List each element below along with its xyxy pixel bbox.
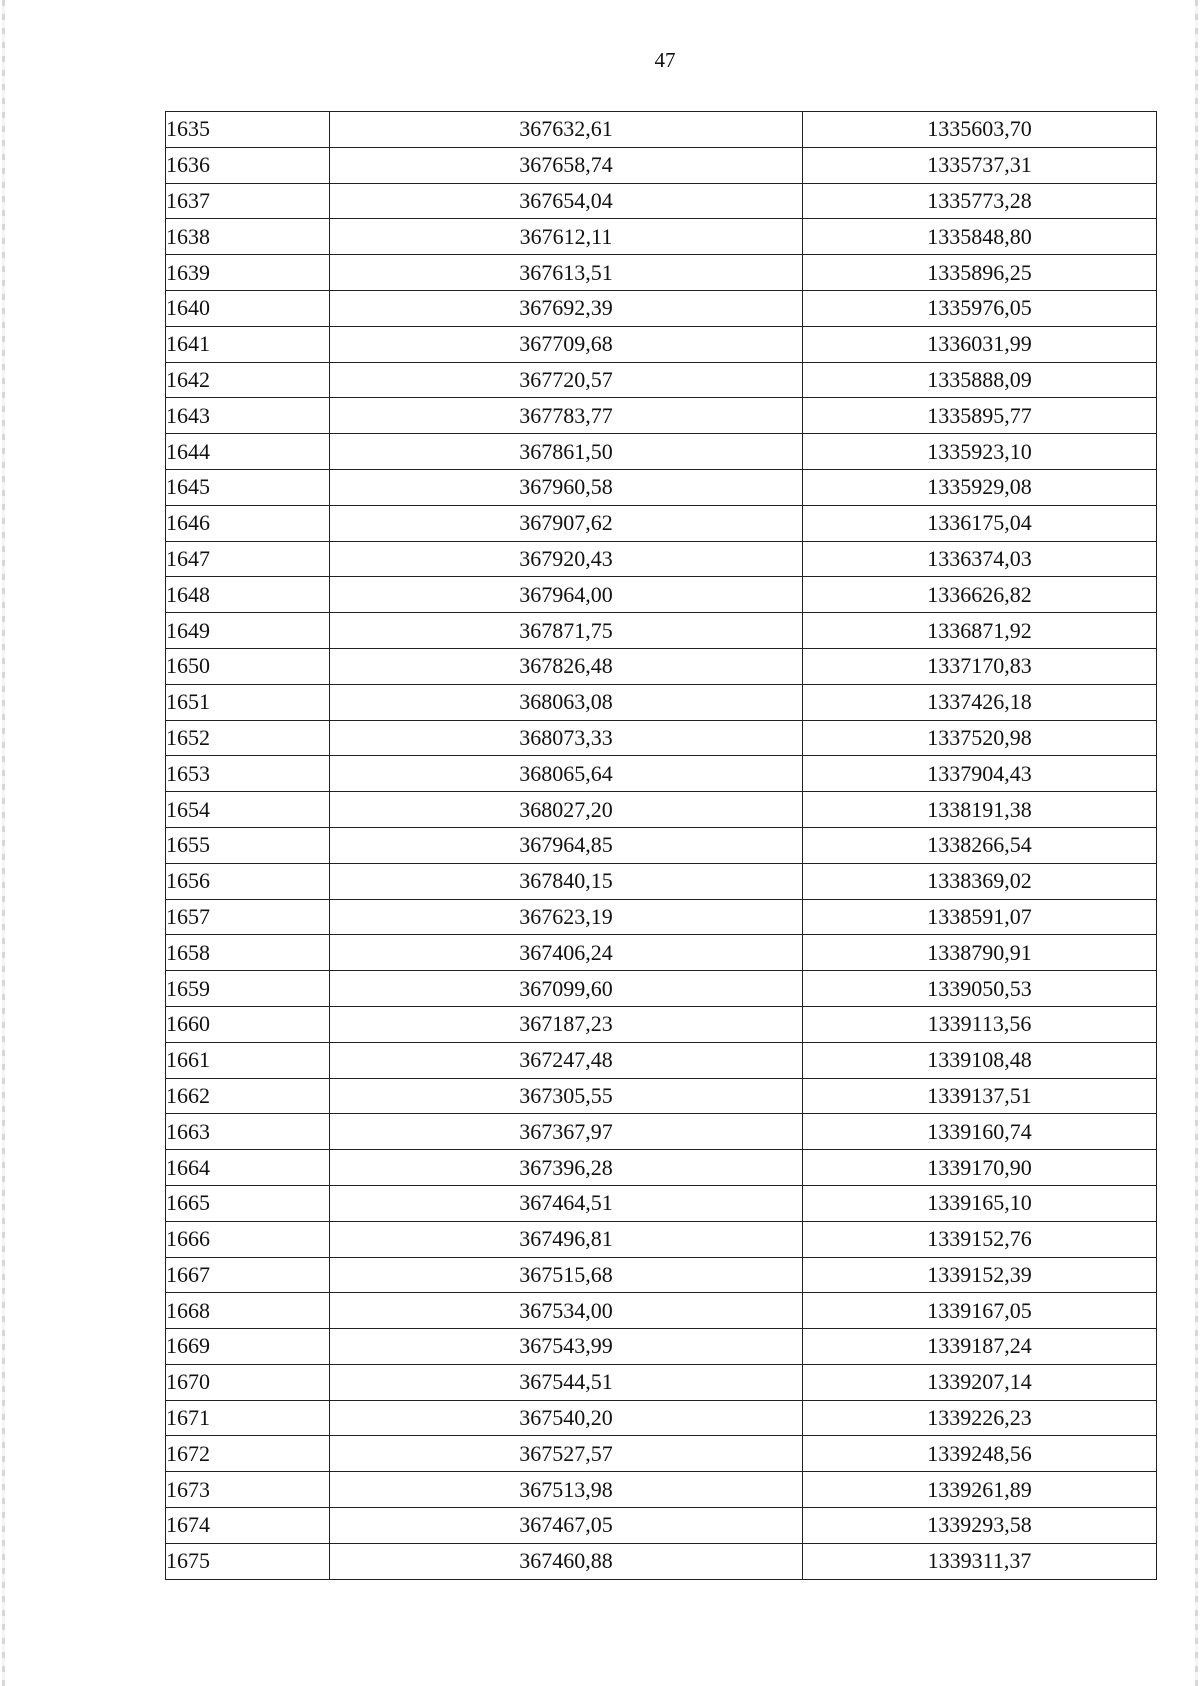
x-coordinate-cell: 367632,61 xyxy=(330,112,803,148)
y-coordinate-cell: 1339113,56 xyxy=(803,1006,1157,1042)
y-coordinate-cell: 1336626,82 xyxy=(803,577,1157,613)
x-coordinate-cell: 368073,33 xyxy=(330,720,803,756)
point-number-cell: 1646 xyxy=(166,505,330,541)
x-coordinate-cell: 367720,57 xyxy=(330,362,803,398)
y-coordinate-cell: 1339170,90 xyxy=(803,1150,1157,1186)
point-number-cell: 1637 xyxy=(166,183,330,219)
x-coordinate-cell: 367540,20 xyxy=(330,1400,803,1436)
y-coordinate-cell: 1335737,31 xyxy=(803,147,1157,183)
x-coordinate-cell: 367527,57 xyxy=(330,1436,803,1472)
point-number-cell: 1673 xyxy=(166,1472,330,1508)
y-coordinate-cell: 1339293,58 xyxy=(803,1508,1157,1544)
point-number-cell: 1638 xyxy=(166,219,330,255)
point-number-cell: 1643 xyxy=(166,398,330,434)
x-coordinate-cell: 367871,75 xyxy=(330,613,803,649)
table-row xyxy=(166,1185,1157,1221)
point-number-cell: 1644 xyxy=(166,434,330,470)
point-number-cell: 1649 xyxy=(166,613,330,649)
y-coordinate-cell: 1337170,83 xyxy=(803,648,1157,684)
y-coordinate-cell: 1335888,09 xyxy=(803,362,1157,398)
x-coordinate-cell: 367513,98 xyxy=(330,1472,803,1508)
y-coordinate-cell: 1339261,89 xyxy=(803,1472,1157,1508)
y-coordinate-cell: 1339207,14 xyxy=(803,1364,1157,1400)
x-coordinate-cell: 367920,43 xyxy=(330,541,803,577)
table-row xyxy=(166,398,1157,434)
x-coordinate-cell: 367654,04 xyxy=(330,183,803,219)
y-coordinate-cell: 1335848,80 xyxy=(803,219,1157,255)
point-number-cell: 1667 xyxy=(166,1257,330,1293)
x-coordinate-cell: 367464,51 xyxy=(330,1185,803,1221)
table-row xyxy=(166,1150,1157,1186)
table-row xyxy=(166,971,1157,1007)
x-coordinate-cell: 367544,51 xyxy=(330,1364,803,1400)
x-coordinate-cell: 367964,00 xyxy=(330,577,803,613)
point-number-cell: 1654 xyxy=(166,792,330,828)
coordinates-table xyxy=(165,111,1157,1580)
x-coordinate-cell: 367907,62 xyxy=(330,505,803,541)
y-coordinate-cell: 1335603,70 xyxy=(803,112,1157,148)
table-row xyxy=(166,1329,1157,1365)
table-row xyxy=(166,1400,1157,1436)
point-number-cell: 1635 xyxy=(166,112,330,148)
y-coordinate-cell: 1338191,38 xyxy=(803,792,1157,828)
point-number-cell: 1666 xyxy=(166,1221,330,1257)
y-coordinate-cell: 1336871,92 xyxy=(803,613,1157,649)
y-coordinate-cell: 1339167,05 xyxy=(803,1293,1157,1329)
point-number-cell: 1675 xyxy=(166,1543,330,1579)
table-row xyxy=(166,541,1157,577)
table-row xyxy=(166,899,1157,935)
x-coordinate-cell: 367515,68 xyxy=(330,1257,803,1293)
table-row xyxy=(166,1543,1157,1579)
point-number-cell: 1661 xyxy=(166,1042,330,1078)
x-coordinate-cell: 367534,00 xyxy=(330,1293,803,1329)
point-number-cell: 1639 xyxy=(166,255,330,291)
point-number-cell: 1672 xyxy=(166,1436,330,1472)
table-row xyxy=(166,1293,1157,1329)
point-number-cell: 1660 xyxy=(166,1006,330,1042)
point-number-cell: 1648 xyxy=(166,577,330,613)
point-number-cell: 1671 xyxy=(166,1400,330,1436)
y-coordinate-cell: 1339152,76 xyxy=(803,1221,1157,1257)
y-coordinate-cell: 1339160,74 xyxy=(803,1114,1157,1150)
x-coordinate-cell: 367543,99 xyxy=(330,1329,803,1365)
y-coordinate-cell: 1338790,91 xyxy=(803,935,1157,971)
point-number-cell: 1636 xyxy=(166,147,330,183)
table-row xyxy=(166,147,1157,183)
table-row xyxy=(166,648,1157,684)
y-coordinate-cell: 1338591,07 xyxy=(803,899,1157,935)
table-row xyxy=(166,827,1157,863)
x-coordinate-cell: 367709,68 xyxy=(330,326,803,362)
y-coordinate-cell: 1338266,54 xyxy=(803,827,1157,863)
x-coordinate-cell: 367623,19 xyxy=(330,899,803,935)
y-coordinate-cell: 1336175,04 xyxy=(803,505,1157,541)
table-row xyxy=(166,684,1157,720)
table-row xyxy=(166,469,1157,505)
x-coordinate-cell: 367783,77 xyxy=(330,398,803,434)
table-row xyxy=(166,792,1157,828)
x-coordinate-cell: 367960,58 xyxy=(330,469,803,505)
table-row xyxy=(166,290,1157,326)
table-row xyxy=(166,1078,1157,1114)
point-number-cell: 1669 xyxy=(166,1329,330,1365)
y-coordinate-cell: 1335773,28 xyxy=(803,183,1157,219)
point-number-cell: 1665 xyxy=(166,1185,330,1221)
y-coordinate-cell: 1335896,25 xyxy=(803,255,1157,291)
point-number-cell: 1663 xyxy=(166,1114,330,1150)
point-number-cell: 1645 xyxy=(166,469,330,505)
table-row xyxy=(166,1508,1157,1544)
y-coordinate-cell: 1339165,10 xyxy=(803,1185,1157,1221)
table-row xyxy=(166,720,1157,756)
y-coordinate-cell: 1335923,10 xyxy=(803,434,1157,470)
point-number-cell: 1659 xyxy=(166,971,330,1007)
y-coordinate-cell: 1335929,08 xyxy=(803,469,1157,505)
point-number-cell: 1656 xyxy=(166,863,330,899)
x-coordinate-cell: 367692,39 xyxy=(330,290,803,326)
page-number: 47 xyxy=(654,48,676,72)
table-row xyxy=(166,1257,1157,1293)
x-coordinate-cell: 368065,64 xyxy=(330,756,803,792)
y-coordinate-cell: 1339152,39 xyxy=(803,1257,1157,1293)
x-coordinate-cell: 367460,88 xyxy=(330,1543,803,1579)
x-coordinate-cell: 367964,85 xyxy=(330,827,803,863)
point-number-cell: 1657 xyxy=(166,899,330,935)
table-row xyxy=(166,577,1157,613)
x-coordinate-cell: 367840,15 xyxy=(330,863,803,899)
x-coordinate-cell: 367612,11 xyxy=(330,219,803,255)
table-row xyxy=(166,434,1157,470)
point-number-cell: 1668 xyxy=(166,1293,330,1329)
y-coordinate-cell: 1339187,24 xyxy=(803,1329,1157,1365)
point-number-cell: 1651 xyxy=(166,684,330,720)
y-coordinate-cell: 1339311,37 xyxy=(803,1543,1157,1579)
point-number-cell: 1652 xyxy=(166,720,330,756)
x-coordinate-cell: 367305,55 xyxy=(330,1078,803,1114)
table-row xyxy=(166,255,1157,291)
x-coordinate-cell: 367406,24 xyxy=(330,935,803,971)
y-coordinate-cell: 1337426,18 xyxy=(803,684,1157,720)
x-coordinate-cell: 368027,20 xyxy=(330,792,803,828)
x-coordinate-cell: 367396,28 xyxy=(330,1150,803,1186)
y-coordinate-cell: 1337904,43 xyxy=(803,756,1157,792)
table-row xyxy=(166,362,1157,398)
table-row xyxy=(166,183,1157,219)
y-coordinate-cell: 1336031,99 xyxy=(803,326,1157,362)
table-row xyxy=(166,1221,1157,1257)
point-number-cell: 1674 xyxy=(166,1508,330,1544)
point-number-cell: 1641 xyxy=(166,326,330,362)
x-coordinate-cell: 367247,48 xyxy=(330,1042,803,1078)
table-row xyxy=(166,863,1157,899)
table-row xyxy=(166,1006,1157,1042)
point-number-cell: 1658 xyxy=(166,935,330,971)
table-row xyxy=(166,1364,1157,1400)
point-number-cell: 1655 xyxy=(166,827,330,863)
table-row xyxy=(166,1114,1157,1150)
y-coordinate-cell: 1337520,98 xyxy=(803,720,1157,756)
y-coordinate-cell: 1339248,56 xyxy=(803,1436,1157,1472)
table-row xyxy=(166,505,1157,541)
point-number-cell: 1664 xyxy=(166,1150,330,1186)
point-number-cell: 1653 xyxy=(166,756,330,792)
table-row xyxy=(166,326,1157,362)
point-number-cell: 1662 xyxy=(166,1078,330,1114)
y-coordinate-cell: 1335976,05 xyxy=(803,290,1157,326)
point-number-cell: 1650 xyxy=(166,648,330,684)
point-number-cell: 1670 xyxy=(166,1364,330,1400)
y-coordinate-cell: 1339226,23 xyxy=(803,1400,1157,1436)
y-coordinate-cell: 1339108,48 xyxy=(803,1042,1157,1078)
x-coordinate-cell: 367613,51 xyxy=(330,255,803,291)
table-row xyxy=(166,1436,1157,1472)
coordinates-table-body xyxy=(166,112,1157,1580)
x-coordinate-cell: 367861,50 xyxy=(330,434,803,470)
table-row xyxy=(166,1042,1157,1078)
table-row xyxy=(166,219,1157,255)
x-coordinate-cell: 367658,74 xyxy=(330,147,803,183)
x-coordinate-cell: 368063,08 xyxy=(330,684,803,720)
scan-edge-left xyxy=(2,0,5,1686)
table-row xyxy=(166,1472,1157,1508)
x-coordinate-cell: 367099,60 xyxy=(330,971,803,1007)
y-coordinate-cell: 1336374,03 xyxy=(803,541,1157,577)
table-row xyxy=(166,112,1157,148)
table-row xyxy=(166,935,1157,971)
x-coordinate-cell: 367826,48 xyxy=(330,648,803,684)
x-coordinate-cell: 367496,81 xyxy=(330,1221,803,1257)
table-row xyxy=(166,613,1157,649)
point-number-cell: 1642 xyxy=(166,362,330,398)
y-coordinate-cell: 1339137,51 xyxy=(803,1078,1157,1114)
x-coordinate-cell: 367467,05 xyxy=(330,1508,803,1544)
x-coordinate-cell: 367367,97 xyxy=(330,1114,803,1150)
x-coordinate-cell: 367187,23 xyxy=(330,1006,803,1042)
point-number-cell: 1640 xyxy=(166,290,330,326)
point-number-cell: 1647 xyxy=(166,541,330,577)
y-coordinate-cell: 1338369,02 xyxy=(803,863,1157,899)
y-coordinate-cell: 1335895,77 xyxy=(803,398,1157,434)
y-coordinate-cell: 1339050,53 xyxy=(803,971,1157,1007)
table-row xyxy=(166,756,1157,792)
scan-edge-right xyxy=(1195,0,1198,1686)
